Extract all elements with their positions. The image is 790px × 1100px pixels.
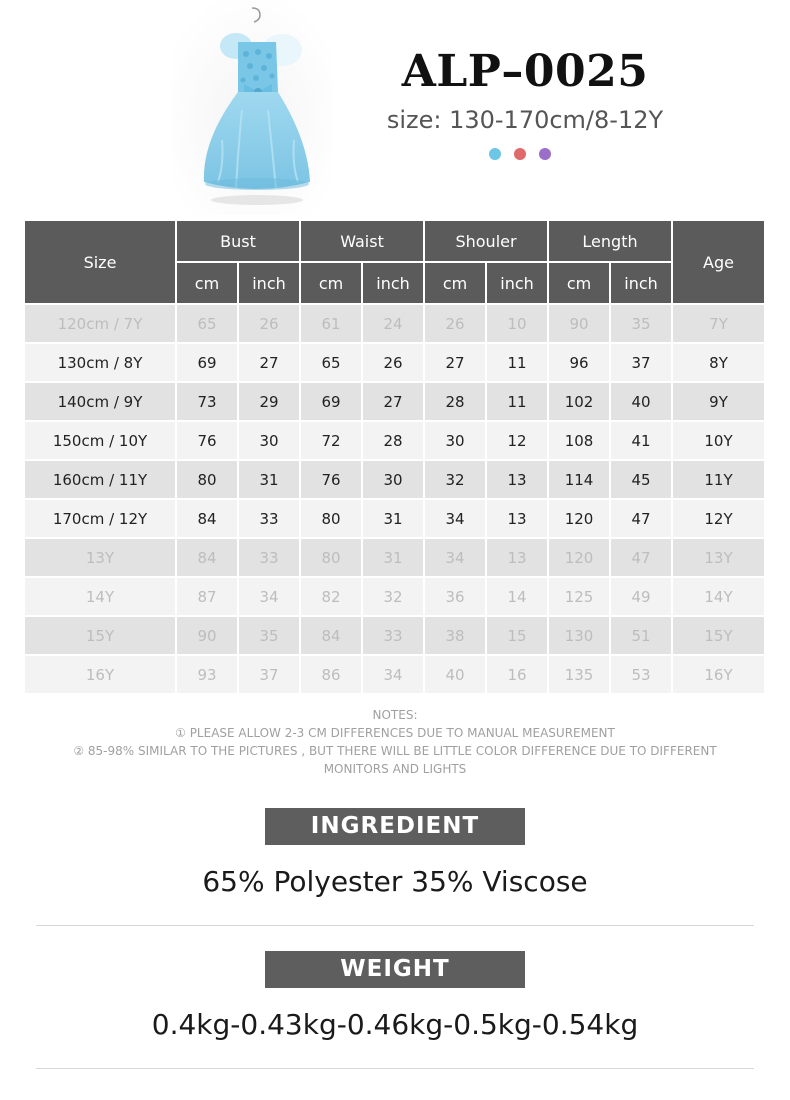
length-inch-cell: 53	[611, 656, 671, 693]
header-size: Size	[25, 221, 175, 303]
waist-inch-cell: 27	[363, 383, 423, 420]
bust-cm-cell: 69	[177, 344, 237, 381]
shoulder-inch-cell: 12	[487, 422, 547, 459]
waist-inch-cell: 28	[363, 422, 423, 459]
header-length: Length	[549, 221, 671, 261]
length-inch-cell: 45	[611, 461, 671, 498]
waist-cm-cell: 72	[301, 422, 361, 459]
shoulder-cm-cell: 28	[425, 383, 485, 420]
size-chart-table	[23, 219, 766, 695]
notes-line-1: ① PLEASE ALLOW 2-3 CM DIFFERENCES DUE TO MANUAL MEASUREMENT	[175, 726, 615, 740]
waist-cm-cell: 69	[301, 383, 361, 420]
ingredient-label: INGREDIENT	[265, 808, 525, 845]
size-cell: 15Y	[25, 617, 175, 654]
table-row	[25, 656, 764, 693]
bust-cm-cell: 87	[177, 578, 237, 615]
size-range: size: 130-170cm/8-12Y	[386, 106, 664, 134]
length-inch-cell: 51	[611, 617, 671, 654]
header-shoulder: Shouler	[425, 221, 547, 261]
color-swatch-red[interactable]	[514, 148, 526, 160]
header-bust: Bust	[177, 221, 299, 261]
table-row	[25, 578, 764, 615]
age-cell: 12Y	[673, 500, 764, 537]
waist-inch-cell: 31	[363, 500, 423, 537]
bust-cm-cell: 90	[177, 617, 237, 654]
shoulder-cm-cell: 34	[425, 500, 485, 537]
bust-inch-cell: 27	[239, 344, 299, 381]
size-cell: 130cm / 8Y	[25, 344, 175, 381]
bust-cm-cell: 73	[177, 383, 237, 420]
table-row	[25, 500, 764, 537]
waist-cm-cell: 86	[301, 656, 361, 693]
table-header-row	[25, 221, 764, 261]
age-cell: 9Y	[673, 383, 764, 420]
shoulder-cm-cell: 34	[425, 539, 485, 576]
unit-cm: cm	[425, 263, 485, 303]
size-cell: 14Y	[25, 578, 175, 615]
notes-line-3: MONITORS AND LIGHTS	[323, 762, 467, 776]
bust-inch-cell: 33	[239, 500, 299, 537]
size-cell: 160cm / 11Y	[25, 461, 175, 498]
waist-inch-cell: 34	[363, 656, 423, 693]
shoulder-inch-cell: 15	[487, 617, 547, 654]
bust-inch-cell: 33	[239, 539, 299, 576]
length-cm-cell: 102	[549, 383, 609, 420]
size-cell: 170cm / 12Y	[25, 500, 175, 537]
unit-inch: inch	[363, 263, 423, 303]
waist-cm-cell: 84	[301, 617, 361, 654]
product-model-number: ALP–0025	[401, 46, 649, 97]
ingredient-value: 65% Polyester 35% Viscose	[202, 865, 588, 898]
waist-cm-cell: 80	[301, 539, 361, 576]
age-cell: 8Y	[673, 344, 764, 381]
shoulder-cm-cell: 40	[425, 656, 485, 693]
color-swatch-blue[interactable]	[489, 148, 501, 160]
unit-cm: cm	[177, 263, 237, 303]
bust-inch-cell: 26	[239, 305, 299, 342]
length-cm-cell: 114	[549, 461, 609, 498]
unit-inch: inch	[611, 263, 671, 303]
length-inch-cell: 40	[611, 383, 671, 420]
waist-cm-cell: 76	[301, 461, 361, 498]
bust-inch-cell: 34	[239, 578, 299, 615]
length-inch-cell: 47	[611, 539, 671, 576]
table-row	[25, 305, 764, 342]
shoulder-inch-cell: 11	[487, 344, 547, 381]
unit-cm: cm	[549, 263, 609, 303]
bust-cm-cell: 80	[177, 461, 237, 498]
shoulder-inch-cell: 13	[487, 461, 547, 498]
bust-cm-cell: 93	[177, 656, 237, 693]
length-cm-cell: 120	[549, 500, 609, 537]
bust-cm-cell: 84	[177, 500, 237, 537]
waist-cm-cell: 82	[301, 578, 361, 615]
size-cell: 13Y	[25, 539, 175, 576]
color-swatches	[489, 148, 551, 160]
waist-cm-cell: 61	[301, 305, 361, 342]
bust-inch-cell: 30	[239, 422, 299, 459]
length-cm-cell: 135	[549, 656, 609, 693]
product-photo	[172, 0, 332, 215]
divider	[36, 925, 754, 926]
length-inch-cell: 35	[611, 305, 671, 342]
unit-inch: inch	[239, 263, 299, 303]
shoulder-cm-cell: 27	[425, 344, 485, 381]
waist-inch-cell: 33	[363, 617, 423, 654]
size-cell: 150cm / 10Y	[25, 422, 175, 459]
shoulder-cm-cell: 32	[425, 461, 485, 498]
shoulder-cm-cell: 30	[425, 422, 485, 459]
length-inch-cell: 37	[611, 344, 671, 381]
length-cm-cell: 96	[549, 344, 609, 381]
table-row	[25, 383, 764, 420]
length-cm-cell: 125	[549, 578, 609, 615]
table-row	[25, 461, 764, 498]
table-row	[25, 539, 764, 576]
table-row	[25, 617, 764, 654]
bust-inch-cell: 37	[239, 656, 299, 693]
length-cm-cell: 130	[549, 617, 609, 654]
table-row	[25, 344, 764, 381]
bust-inch-cell: 35	[239, 617, 299, 654]
header-waist: Waist	[301, 221, 423, 261]
length-inch-cell: 41	[611, 422, 671, 459]
age-cell: 11Y	[673, 461, 764, 498]
waist-inch-cell: 24	[363, 305, 423, 342]
length-cm-cell: 120	[549, 539, 609, 576]
weight-value: 0.4kg-0.43kg-0.46kg-0.5kg-0.54kg	[151, 1008, 639, 1041]
table-row	[25, 422, 764, 459]
weight-label: WEIGHT	[265, 951, 525, 988]
age-cell: 14Y	[673, 578, 764, 615]
bust-cm-cell: 76	[177, 422, 237, 459]
notes-line-2: ② 85-98% SIMILAR TO THE PICTURES , BUT THERE WILL BE LITTLE COLOR DIFFERENCE DUE TO DIFFERENT	[73, 744, 717, 758]
shoulder-inch-cell: 16	[487, 656, 547, 693]
waist-inch-cell: 31	[363, 539, 423, 576]
shoulder-cm-cell: 38	[425, 617, 485, 654]
shoulder-inch-cell: 13	[487, 539, 547, 576]
age-cell: 7Y	[673, 305, 764, 342]
age-cell: 15Y	[673, 617, 764, 654]
length-inch-cell: 49	[611, 578, 671, 615]
bust-cm-cell: 84	[177, 539, 237, 576]
notes	[60, 706, 730, 778]
age-cell: 10Y	[673, 422, 764, 459]
age-cell: 13Y	[673, 539, 764, 576]
waist-cm-cell: 80	[301, 500, 361, 537]
waist-inch-cell: 30	[363, 461, 423, 498]
age-cell: 16Y	[673, 656, 764, 693]
unit-cm: cm	[301, 263, 361, 303]
bust-inch-cell: 31	[239, 461, 299, 498]
divider	[36, 1068, 754, 1069]
length-cm-cell: 108	[549, 422, 609, 459]
shoulder-inch-cell: 13	[487, 500, 547, 537]
length-inch-cell: 47	[611, 500, 671, 537]
color-swatch-purple[interactable]	[539, 148, 551, 160]
shoulder-inch-cell: 14	[487, 578, 547, 615]
size-cell: 16Y	[25, 656, 175, 693]
shoulder-inch-cell: 10	[487, 305, 547, 342]
waist-inch-cell: 26	[363, 344, 423, 381]
size-cell: 140cm / 9Y	[25, 383, 175, 420]
shoulder-cm-cell: 26	[425, 305, 485, 342]
shoulder-inch-cell: 11	[487, 383, 547, 420]
header-age: Age	[673, 221, 764, 303]
bust-cm-cell: 65	[177, 305, 237, 342]
waist-inch-cell: 32	[363, 578, 423, 615]
waist-cm-cell: 65	[301, 344, 361, 381]
bust-inch-cell: 29	[239, 383, 299, 420]
unit-inch: inch	[487, 263, 547, 303]
notes-title: NOTES:	[372, 708, 418, 722]
length-cm-cell: 90	[549, 305, 609, 342]
shoulder-cm-cell: 36	[425, 578, 485, 615]
size-cell: 120cm / 7Y	[25, 305, 175, 342]
